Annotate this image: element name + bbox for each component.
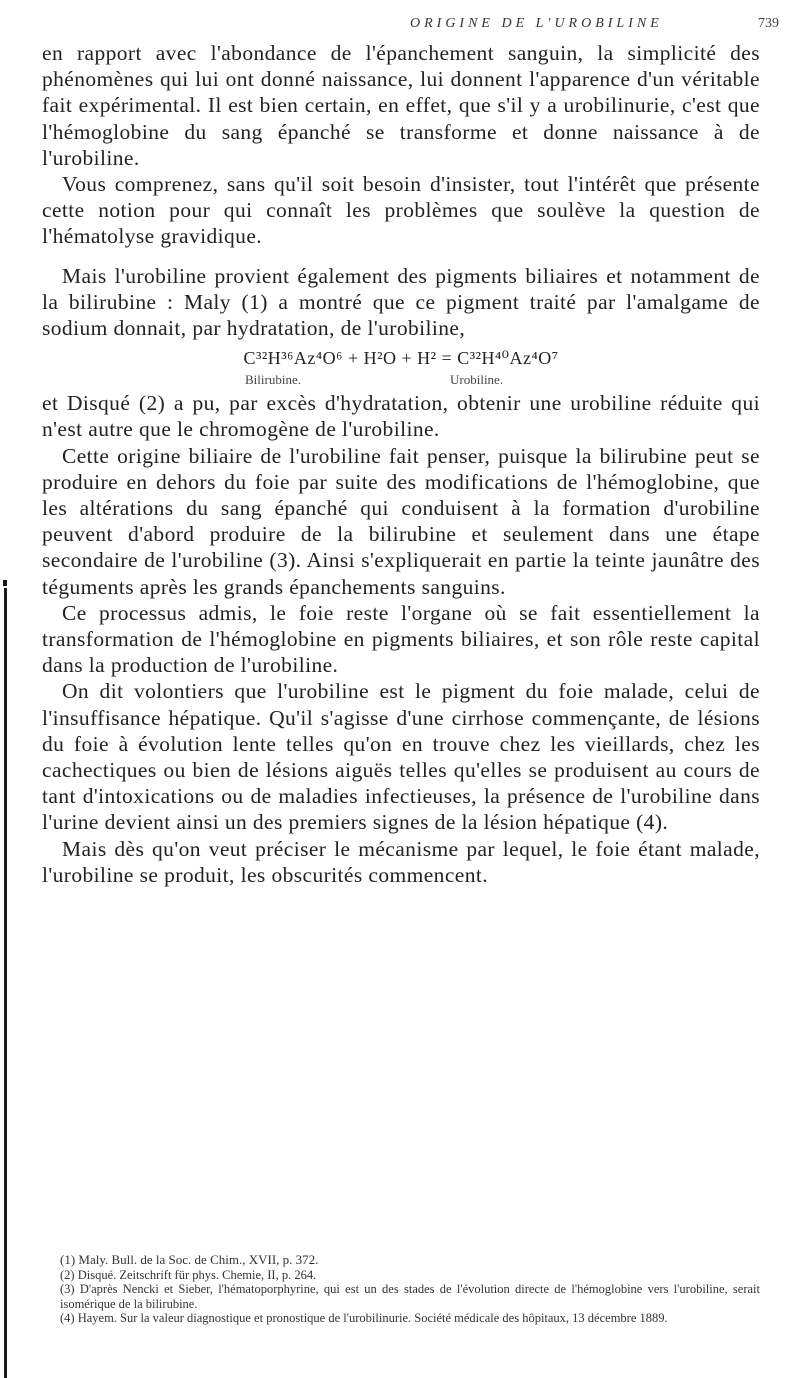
footnote-4: (4) Hayem. Sur la valeur diagnostique et pronostique de l'urobilinurie. Société médicale des hôpitaux, 13 décembre 1889. <box>60 1311 668 1326</box>
paragraph-2: Vous comprenez, sans qu'il soit besoin d'insister, tout l'intérêt que présente cette notion pour qui connaît les problèmes que soulève la question de l'hématolyse gravidique. <box>42 172 760 249</box>
page-number: 739 <box>758 16 779 31</box>
scan-edge-rule <box>4 588 7 1378</box>
running-head: ORIGINE DE L'UROBILINE <box>410 16 663 31</box>
equation-labels <box>42 370 760 390</box>
margin-mark <box>3 580 7 586</box>
footnote-1: (1) Maly. Bull. de la Soc. de Chim., XVII, p. 372. <box>60 1252 319 1267</box>
page-header <box>0 16 800 42</box>
paragraph-3: Mais l'urobiline provient également des pigments biliaires et notamment de la bilirubine : Maly (1) a montré que ce pigment traité par l'amalgame de sodium donnait, par hydratation, de l'urobiline, <box>42 263 760 341</box>
footnote-2: (2) Disqué. Zeitschrift für phys. Chemie, II, p. 264. <box>60 1267 317 1282</box>
chemical-equation: C³²H³⁶Az⁴O⁶ + H²O + H² = C³²H⁴⁰Az⁴O⁷ <box>243 348 559 369</box>
paragraph-8: Mais dès qu'on veut préciser le mécanisme par lequel, le foie étant malade, l'urobiline se produit, les obscurités commencent. <box>42 836 760 887</box>
body-text <box>42 40 760 888</box>
paragraph-1: en rapport avec l'abondance de l'épanchement sanguin, la simplicité des phénomènes qui lui ont donné naissance, lui donnent l'apparence d'un véritable fait expérimental. Il est bien certain, en effet, que s'il y a urobilinurie, c'est que l'hémoglobine du sang épanché se transforme et donne naissance à de l'urobiline. <box>42 41 760 170</box>
label-urobiline: Urobiline. <box>450 372 504 388</box>
paragraph-6: Ce processus admis, le foie reste l'organe où se fait essentiellement la transformation de l'hémoglobine en pigments biliaires, et son rôle reste capital dans la production de l'urobiline. <box>42 600 760 678</box>
footnote-3: (3) D'après Nencki et Sieber, l'hématoporphyrine, qui est un des stades de l'évolution directe de l'hémoglobine vers l'urobiline, serait isomérique de la bilirubine. <box>60 1282 760 1311</box>
paragraph-4: et Disqué (2) a pu, par excès d'hydratation, obtenir une urobiline réduite qui n'est autre que le chromogène de l'urobiline. <box>42 391 760 442</box>
footnotes <box>60 1253 760 1326</box>
label-bilirubine: Bilirubine. <box>245 372 301 388</box>
paragraph-5: Cette origine biliaire de l'urobiline fait penser, puisque la bilirubine peut se produire en dehors du foie par suite des modifications de l'hémoglobine, que les altérations du sang épanché qui conduisent à la formation d'urobiline peuvent d'abord produire de la bilirubine et seulement dans une étape secondaire de l'urobiline (3). Ainsi s'expliquerait en partie la teinte jaunâtre des téguments après les grands épanchements sanguins. <box>42 443 760 599</box>
paragraph-7: On dit volontiers que l'urobiline est le pigment du foie malade, celui de l'insuffisance hépatique. Qu'il s'agisse d'une cirrhose commençante, de lésions du foie à évolution lente telles qu'on en trouve chez les vieillards, chez les cachectiques ou bien de lésions aiguës telles qu'elles se produisent au cours de tant d'intoxications ou de maladies infectieuses, la présence de l'urobiline dans l'urine devient ainsi un des premiers signes de la lésion hépatique (4). <box>42 679 760 835</box>
